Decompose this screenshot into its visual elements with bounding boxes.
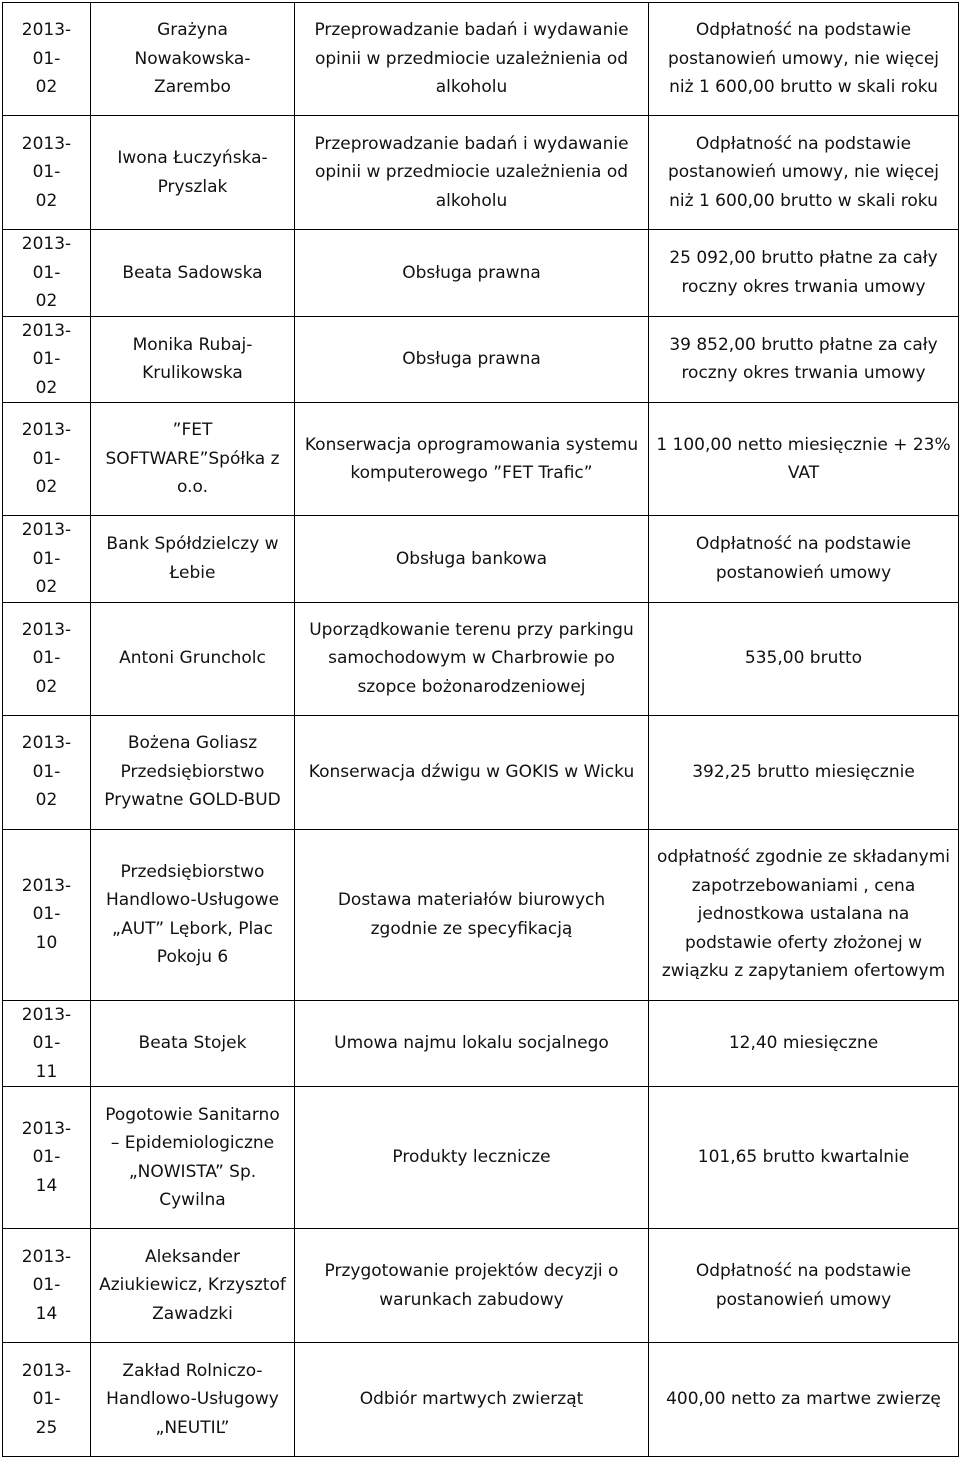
table-row (3, 1000, 959, 1087)
contract-date-cell (3, 602, 91, 715)
contract-subject-text: Obsługa prawna (402, 262, 541, 283)
contractor-cell (91, 1343, 295, 1457)
contractor-cell (91, 715, 295, 829)
contract-date-text: 2013-01- 02 (21, 234, 72, 311)
payment-terms-text: 39 852,00 brutto płatne za cały roczny okres trwania umowy (669, 334, 938, 384)
contract-subject-text: Odbiór martwych zwierząt (359, 1389, 584, 1410)
contract-subject-text: Obsługa prawna (402, 349, 541, 369)
payment-terms-text: Odpłatność na podstawie postanowień umowy (695, 534, 912, 583)
contract-subject-cell (295, 403, 649, 516)
payment-terms-cell (649, 1343, 959, 1457)
contractor-text: Antoni Gruncholc (119, 648, 266, 669)
contractor-cell (91, 3, 295, 116)
contractor-text: Zakład Rolniczo- Handlowo-Usługowy „NEUTIL” (106, 1360, 279, 1438)
table-row (3, 1343, 959, 1457)
contract-date-text: 2013-01- 11 (21, 1004, 72, 1082)
payment-terms-cell (649, 316, 959, 403)
contract-subject-cell (295, 1229, 649, 1343)
contract-date-cell (3, 403, 91, 516)
contracts-table-body (3, 3, 959, 1457)
table-row (3, 1229, 959, 1343)
contract-subject-cell (295, 715, 649, 829)
contractor-text: Pogotowie Sanitarno – Epidemiologiczne „NOWISTA” Sp. Cywilna (105, 1104, 280, 1210)
contract-date-text: 2013-01- 14 (21, 1246, 72, 1324)
contract-date-text: 2013-01- 14 (21, 1118, 72, 1196)
contractor-cell (91, 230, 295, 317)
payment-terms-cell (649, 403, 959, 516)
contractor-cell (91, 116, 295, 230)
contract-date-text: 2013-01- 02 (21, 20, 72, 98)
payment-terms-cell (649, 715, 959, 829)
contract-subject-text: Dostawa materiałów biurowych zgodnie ze specyfikacją (337, 890, 606, 939)
contract-date-cell (3, 1000, 91, 1087)
payment-terms-text: Odpłatność na podstawie postanowień umowy (695, 1261, 912, 1310)
payment-terms-text: 400,00 netto za martwe zwierzę (666, 1389, 941, 1410)
payment-terms-text: odpłatność zgodnie ze składanymi zapotrzebowaniami , cena jednostkowa ustalana na podstawie oferty złożonej w związku z zapytaniem ofertowym (656, 847, 950, 982)
payment-terms-cell (649, 3, 959, 116)
contract-subject-cell (295, 1087, 649, 1229)
contract-subject-cell (295, 1000, 649, 1087)
payment-terms-text: 1 100,00 netto miesięcznie + 23% VAT (656, 434, 951, 483)
payment-terms-text: 535,00 brutto (744, 648, 863, 669)
payment-terms-text: 101,65 brutto kwartalnie (697, 1147, 910, 1168)
table-row (3, 316, 959, 403)
contractor-text: Bank Spółdzielczy w Łebie (106, 534, 279, 583)
table-row (3, 829, 959, 1000)
payment-terms-cell (649, 602, 959, 715)
payment-terms-cell (649, 230, 959, 317)
table-row (3, 516, 959, 603)
contractor-cell (91, 1229, 295, 1343)
contracts-table (2, 2, 959, 1457)
contractor-cell (91, 1087, 295, 1229)
contract-subject-text: Przeprowadzanie badań i wydawanie opinii w przedmiocie uzależnienia od alkoholu (314, 133, 629, 211)
contract-date-cell (3, 829, 91, 1000)
table-row (3, 403, 959, 516)
contract-subject-text: Umowa najmu lokalu socjalnego (334, 1033, 609, 1053)
contract-subject-cell (295, 829, 649, 1000)
payment-terms-text: Odpłatność na podstawie postanowień umowy, nie więcej niż 1 600,00 brutto w skali roku (667, 20, 940, 98)
contract-date-cell (3, 715, 91, 829)
contractor-cell (91, 1000, 295, 1087)
contractor-text: ”FET SOFTWARE”Spółka z o.o. (105, 420, 280, 498)
contract-subject-text: Przeprowadzanie badań i wydawanie opinii w przedmiocie uzależnienia od alkoholu (314, 20, 629, 98)
payment-terms-cell (649, 1000, 959, 1087)
contract-date-text: 2013-01- 02 (21, 733, 72, 811)
table-row (3, 3, 959, 116)
contract-date-cell (3, 316, 91, 403)
contract-subject-text: Produkty lecznicze (392, 1147, 551, 1168)
contract-subject-text: Uporządkowanie terenu przy parkingu samochodowym w Charbrowie po szopce bożonarodzeniowej (309, 619, 634, 697)
contract-date-text: 2013-01- 02 (21, 133, 72, 211)
payment-terms-cell (649, 829, 959, 1000)
contractor-cell (91, 602, 295, 715)
contract-subject-text: Konserwacja oprogramowania systemu komputerowego ”FET Trafic” (304, 434, 639, 483)
contractor-text: Przedsiębiorstwo Handlowo-Usługowe „AUT” Lębork, Plac Pokoju 6 (105, 861, 280, 967)
contract-date-text: 2013-01- 02 (21, 619, 72, 697)
contractor-cell (91, 829, 295, 1000)
contract-date-text: 2013-01- 02 (21, 420, 72, 498)
contract-date-cell (3, 116, 91, 230)
contract-date-cell (3, 1229, 91, 1343)
payment-terms-cell (649, 116, 959, 230)
contractor-text: Aleksander Aziukiewicz, Krzysztof Zawadzki (99, 1246, 286, 1324)
payment-terms-cell (649, 516, 959, 603)
contractor-text: Monika Rubaj- Krulikowska (132, 334, 253, 384)
contractor-cell (91, 403, 295, 516)
payment-terms-cell (649, 1087, 959, 1229)
contractor-text: Beata Stojek (138, 1033, 247, 1053)
payment-terms-text: 12,40 miesięczne (728, 1033, 879, 1053)
contract-date-cell (3, 516, 91, 603)
contract-subject-cell (295, 1343, 649, 1457)
contract-subject-cell (295, 602, 649, 715)
payment-terms-text: Odpłatność na podstawie postanowień umowy, nie więcej niż 1 600,00 brutto w skali roku (667, 133, 940, 211)
contract-date-cell (3, 230, 91, 317)
contract-date-text: 2013-01- 25 (21, 1360, 72, 1438)
contractor-text: Beata Sadowska (122, 262, 263, 283)
contract-date-text: 2013-01- 02 (21, 320, 72, 398)
payment-terms-cell (649, 1229, 959, 1343)
contract-date-text: 2013-01- 10 (21, 875, 72, 953)
contract-subject-text: Konserwacja dźwigu w GOKIS w Wicku (308, 761, 635, 782)
contractor-cell (91, 316, 295, 403)
contract-subject-cell (295, 316, 649, 403)
table-row (3, 602, 959, 715)
contract-subject-cell (295, 230, 649, 317)
contractor-text: Grażyna Nowakowska- Zarembo (134, 20, 251, 98)
table-row (3, 230, 959, 317)
table-row (3, 116, 959, 230)
contractor-text: Iwona Łuczyńska- Pryszlak (117, 148, 268, 197)
contractor-cell (91, 516, 295, 603)
contract-date-text: 2013-01- 02 (21, 520, 72, 597)
table-row (3, 715, 959, 829)
contract-subject-cell (295, 116, 649, 230)
contract-subject-text: Przygotowanie projektów decyzji o warunkach zabudowy (324, 1261, 619, 1310)
contract-subject-text: Obsługa bankowa (395, 548, 548, 569)
payment-terms-text: 392,25 brutto miesięcznie (692, 761, 915, 782)
contract-date-cell (3, 1087, 91, 1229)
payment-terms-text: 25 092,00 brutto płatne za cały roczny okres trwania umowy (669, 248, 938, 297)
contract-subject-cell (295, 3, 649, 116)
contract-subject-cell (295, 516, 649, 603)
table-row (3, 1087, 959, 1229)
contractor-text: Bożena Goliasz Przedsiębiorstwo Prywatne GOLD-BUD (104, 733, 281, 811)
contract-date-cell (3, 1343, 91, 1457)
contract-date-cell (3, 3, 91, 116)
